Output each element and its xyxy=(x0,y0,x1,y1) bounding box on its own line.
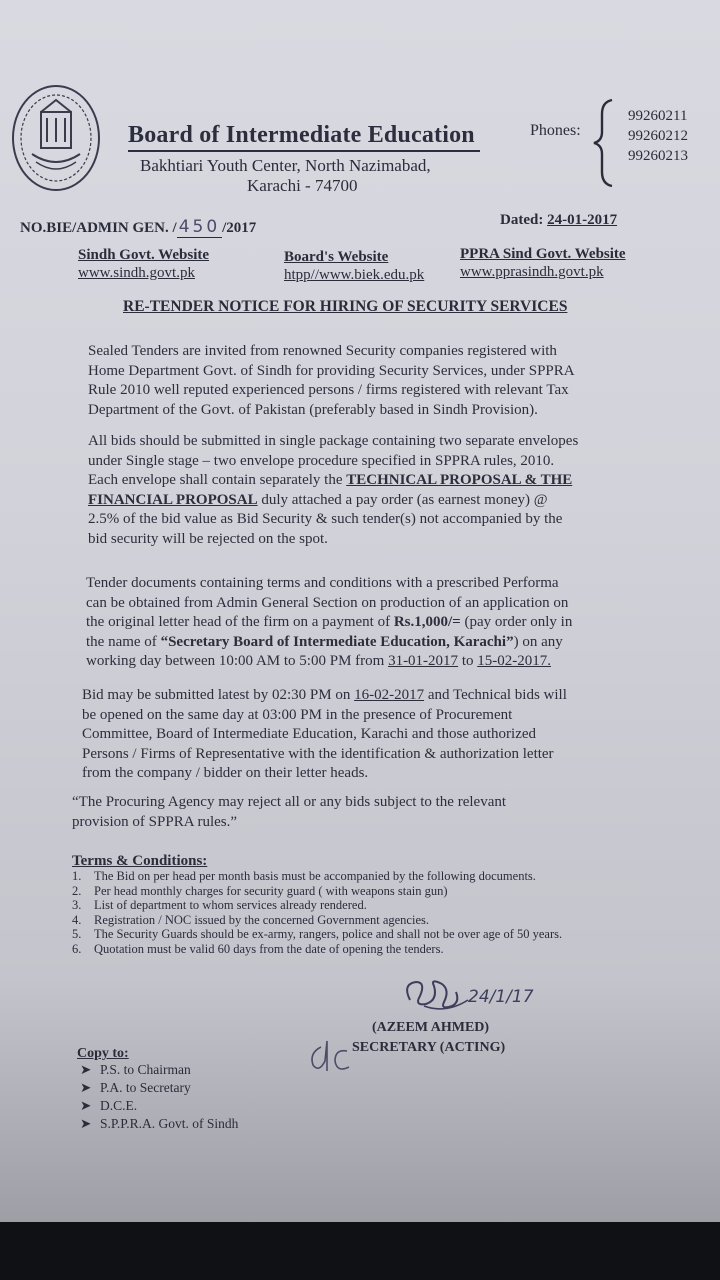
website-url-board[interactable]: htpp//www.biek.edu.pk xyxy=(284,267,425,283)
dark-background-surface xyxy=(0,1222,720,1280)
payee-name: “Secretary Board of Intermediate Education, Karachi” xyxy=(160,633,514,650)
handwritten-number: 450 xyxy=(178,217,221,237)
notice-title: RE-TENDER NOTICE FOR HIRING OF SECURITY SERVICES xyxy=(123,298,568,315)
list-item: 3. List of department to whom services already rendered. xyxy=(72,898,367,913)
arrow-bullet-icon: ➤ xyxy=(80,1116,92,1131)
phone-number-3: 99260213 xyxy=(628,148,688,164)
technical-proposal-text: TECHNICAL PROPOSAL & THE xyxy=(346,472,573,488)
paragraph-invitation: Sealed Tenders are invited from renowned Security companies registered with Home Department Govt. of Sindh for providing Security Services, under SPPRA Rule 2010 well reputed experienced persons / firms registered with relevant Tax Department of the Govt. of Pakistan (preferably based in Sindh Provision). xyxy=(88,343,575,418)
list-item: 2. Per head monthly charges for security guard ( with weapons stain gun) xyxy=(72,883,448,898)
address-line-2: Karachi - 74700 xyxy=(247,176,358,195)
terms-title: Terms & Conditions: xyxy=(72,853,208,869)
financial-proposal-text: FINANCIAL PROPOSAL xyxy=(88,491,258,508)
website-url-ppra[interactable]: www.pprasindh.govt.pk xyxy=(460,264,604,280)
phones-label: Phones: xyxy=(530,122,581,139)
signatory-title: SECRETARY (ACTING) xyxy=(352,1040,506,1055)
reference-number: NO.BIE/ADMIN GEN. / 450 /2017 xyxy=(20,217,257,237)
arrow-bullet-icon: ➤ xyxy=(80,1098,92,1113)
copy-to-title: Copy to: xyxy=(77,1046,129,1061)
curly-brace-icon xyxy=(588,98,618,188)
date-line: Dated: 24-01-2017 xyxy=(500,212,618,228)
handwritten-signature xyxy=(396,970,556,1020)
header-rule xyxy=(128,150,480,152)
terms-list xyxy=(72,869,612,957)
website-url-sindh[interactable]: www.sindh.govt.pk xyxy=(78,265,195,281)
board-name: Board of Intermediate Education xyxy=(128,122,475,148)
paragraph-bid-submission: All bids should be submitted in single package containing two separate envelopes under Single stage – two envelope procedure specified in SPPRA rules, 2010. Each envelope shall contain separately the TECHNICAL PROPOSAL & THE FINANCIAL PROPOSAL duly attached a pay order (as earnest money) @ 2.5% of the bid value as Bid Security & such tender(s) not accompanied by the bid security will be rejected on the spot. xyxy=(88,433,579,547)
phone-number-2: 99260212 xyxy=(628,128,688,144)
list-item: 6. Quotation must be valid 60 days from the date of opening the tenders. xyxy=(72,941,444,956)
website-label-ppra: PPRA Sind Govt. Website xyxy=(460,246,626,262)
list-item: ➤ P.S. to Chairman xyxy=(80,1062,191,1077)
date-value: 24-01-2017 xyxy=(547,212,618,228)
arrow-bullet-icon: ➤ xyxy=(80,1062,92,1077)
from-date: 31-01-2017 xyxy=(388,653,459,669)
website-label-board: Board's Website xyxy=(284,249,389,265)
list-item: ➤ S.P.P.R.A. Govt. of Sindh xyxy=(80,1116,239,1131)
address-line-1: Bakhtiari Youth Center, North Nazimabad, xyxy=(140,156,431,175)
paragraph-procuring-agency: “The Procuring Agency may reject all or any bids subject to the relevant provision of SPPRA rules.” xyxy=(72,794,507,830)
fee-amount: Rs.1,000/= xyxy=(393,614,461,630)
submission-date: 16-02-2017 xyxy=(354,687,425,703)
signatory-name: (AZEEM AHMED) xyxy=(372,1020,490,1035)
handwritten-initials-mark xyxy=(305,1035,357,1077)
list-item: 1. The Bid on per head per month basis must be accompanied by the following documents. xyxy=(72,869,536,883)
list-item: ➤ P.A. to Secretary xyxy=(80,1080,191,1095)
board-seal-logo xyxy=(10,82,102,194)
phone-number-1: 99260211 xyxy=(628,108,688,124)
arrow-bullet-icon: ➤ xyxy=(80,1080,92,1095)
list-item: 4. Registration / NOC issued by the concerned Government agencies. xyxy=(72,912,429,927)
list-item: ➤ D.C.E. xyxy=(80,1098,138,1113)
signature-date: 24/1/17 xyxy=(468,987,534,1007)
website-label-sindh: Sindh Govt. Website xyxy=(78,247,210,263)
paragraph-submission-deadline: Bid may be submitted latest by 02:30 PM on 16-02-2017 and Technical bids will be opened on the same day at 03:00 PM in the presence of Procurement Committee, Board of Intermediate Education, Karachi and those authorized Persons / Firms of Representative with the identification & authorization letter from the company / bidder on their letter heads. xyxy=(82,687,567,781)
list-item: 5. The Security Guards should be ex-army, rangers, police and shall not be over age of 50 years. xyxy=(72,927,563,942)
to-date: 15-02-2017. xyxy=(477,653,551,669)
paragraph-tender-documents: Tender documents containing terms and conditions with a prescribed Performa can be obtained from Admin General Section on production of an application on the original letter head of the firm on a payment of Rs.1,000/= (pay order only in the name of “Secretary Board of Intermediate Education, Karachi”) on any working day between 10:00 AM to 5:00 PM from 31-01-2017 to 15-02-2017. xyxy=(86,575,573,669)
